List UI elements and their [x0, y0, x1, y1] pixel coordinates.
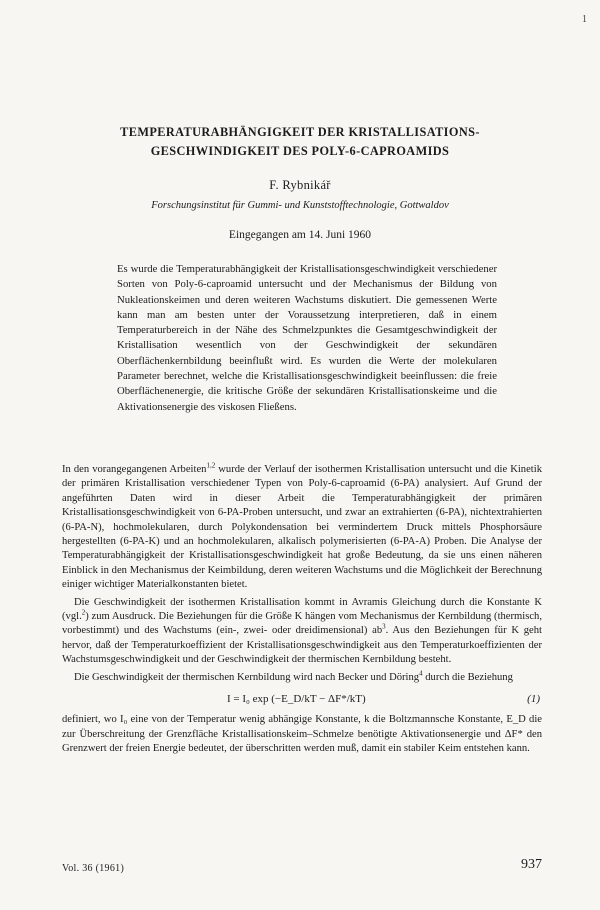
equation-1: [62, 688, 542, 710]
title-line-1: TEMPERATURABHÄNGIGKEIT DER KRISTALLISATIONS-: [120, 125, 480, 139]
citation: 1,2: [206, 461, 216, 470]
title-line-2: GESCHWINDIGKEIT DES POLY-6-CAPROAMIDS: [150, 144, 450, 158]
citation: 4: [419, 669, 423, 678]
paragraph-3: Die Geschwindigkeit der thermischen Kernbildung wird nach Becker und Döring$^4$ durch die Beziehung: [74, 669, 513, 683]
article-title: [60, 123, 540, 161]
equation-formula: I = I₀ exp (−E_D/kT − ΔF*/kT): [227, 693, 366, 706]
abstract: [117, 262, 497, 415]
citation: 3: [382, 622, 386, 631]
corner-mark: 1: [582, 14, 587, 25]
abstract-text: Es wurde die Temperaturabhängigkeit der Kristallisationsgeschwindigkeit verschiedener Sorten von Poly-6-caproamid untersucht und der Mechanismus der Bildung von Nukleationskeimen und deren weiteren Wachstums diskutiert. Die gemessenen Werte kann man am besten unter der Voraussetzung interpretieren, daß in einem Temperaturbereich in der Nähe des Schmelzpunktes die Gesamtgeschwindigkeit der Kristallisation wesentlich von der Geschwindigkeit der sekundären Oberflächenkernbildung beeinflußt wird. Es wurden die Werte der molekularen Parameter berechnet, welche die Kristallisationsgeschwindigkeit beeinflussen: die freie Oberflächenenergie, die kritische Größe der sekundären Kristallisationskeime und die Aktivationsenergie des viskosen Fließens.: [117, 263, 497, 413]
journal-volume: Vol. 36 (1961): [62, 863, 125, 874]
paragraph-4: definiert, wo I₀ eine von der Temperatur wenig abhängige Konstante, k die Boltzmannsche Konstante, E_D die zur Überschreitung der Grenzfläche Kristallisationskeim–Schmelze benötigte Aktivationsenergie und ΔF* den Grenzwert der freien Energie bedeutet, der überschritten werden muß, damit ein stabiler Keim entstehen kann.: [62, 714, 542, 754]
paragraph-2: Die Geschwindigkeit der isothermen Kristallisation kommt in Avramis Gleichung durch die Konstante K (vgl.$^2$) zum Ausdruck. Die Beziehungen für die Größe K hängen vom Mechanismus der Kernbildung (thermisch, vorbestimmt) und des Wachstums (ein-, zwei- oder dreidimensional) $ab^3$. Aus den Beziehungen für K geht hervor, daß der Temperaturkoeffizient der Kristallisationsgeschwindigkeit aus den Temperaturkoeffizienten der Wachstumsgeschwindigkeit und der Geschwindigkeit der thermischen Kernbildung besteht.: [62, 596, 542, 666]
body-text: [62, 463, 542, 759]
affiliation: Forschungsinstitut für Gummi- und Kunststofftechnologie, Gottwaldov: [151, 200, 449, 211]
received-date: Eingegangen am 14. Juni 1960: [228, 229, 372, 241]
citation: 2: [81, 608, 86, 617]
paragraph-1: In den vorangegangenen Arbeiten$^{1,2}$ wurde der Verlauf der isothermen Kristallisation untersucht und die Kinetik der primären Kristallisation verschiedener Typen von Poly-6-caproamid (6-PA) analysiert. Auf Grund der angeführten Daten wird in dieser Arbeit die Temperaturabhängigkeit der primären Kristallisationsgeschwindigkeit von 6-PA-Proben untersucht, und zwar an extrahierten (6-PA), nichtextrahierten (6-PA-N), hochmolekularen, durch Polykondensation bei vermindertem Druck mittels Phosphorsäure hergestellten (6-PA-K) und an hochmolekularen, alkalisch polymerisierten (6-PA-A) Proben. Die Analyse der Temperaturabhängigkeit der Kristallisationsgeschwindigkeit hat große Bedeutung, da sie uns einen näheren Einblick in den Mechanismus der Keimbildung, deren weiteren Wachstums und die Möglichkeit der Berechnung einiger wichtiger Materialkonstanten bietet.: [62, 461, 542, 591]
author: F. Rybnikář: [269, 178, 331, 192]
page-number: 937: [521, 857, 542, 872]
equation-number: (1): [527, 693, 540, 706]
